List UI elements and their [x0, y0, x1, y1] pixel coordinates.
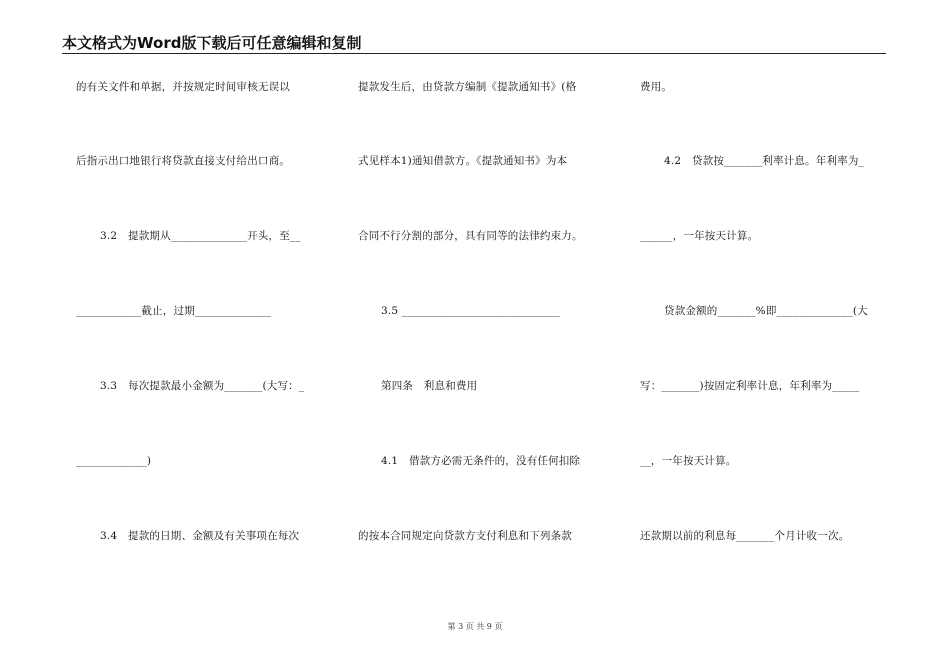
document-header-title: 本文格式为Word版下载后可任意编辑和复制 [62, 34, 362, 52]
paragraph-line: 的有关文件和单据，并按规定时间审核无误以 [76, 81, 290, 93]
clause-4-1-line: 4.1 借款方必需无条件的，没有任何扣除 [381, 455, 581, 467]
paragraph-line: __，一年按天计算。 [640, 455, 737, 467]
clause-3-2-line: 3.2 提款期从______________开头，至__ [100, 230, 301, 242]
paragraph-line: 的按本合同规定向贷款方支付利息和下列条款 [358, 530, 572, 542]
paragraph-line: 合同不行分割的部分，具有同等的法律约束力。 [358, 230, 583, 242]
clause-3-4-line: 3.4 提款的日期、金额及有关事项在每次 [100, 530, 300, 542]
article-4-heading: 第四条 利息和费用 [381, 380, 478, 392]
paragraph-line: 贷款金额的_______%即______________(大 [664, 305, 868, 317]
clause-3-5-line: 3.5 _____________________________ [381, 305, 560, 317]
paragraph-line: 后指示出口地银行将贷款直接支付给出口商。 [76, 155, 290, 167]
paragraph-line: 提款发生后，由贷款方编制《提款通知书》(格 [358, 81, 577, 93]
paragraph-line: 式见样本1)通知借款方。《提款通知书》为本 [358, 155, 568, 167]
paragraph-line: 费用。 [640, 81, 673, 93]
paragraph-line: 写：_______)按固定利率计息，年利率为_____ [640, 380, 860, 392]
paragraph-line: ____________截止，过期______________ [76, 305, 272, 317]
paragraph-line: 还款期以前的利息每_______个月计收一次。 [640, 530, 850, 542]
clause-3-3-line: 3.3 每次提款最小金额为_______(大写：_ [100, 380, 305, 392]
header-divider [62, 53, 886, 54]
paragraph-line: ______，一年按天计算。 [640, 230, 759, 242]
paragraph-line: _____________) [76, 455, 152, 467]
clause-4-2-line: 4.2 贷款按_______利率计息。年利率为_ [664, 155, 864, 167]
page-number-footer: 第 3 页 共 9 页 [447, 622, 503, 631]
